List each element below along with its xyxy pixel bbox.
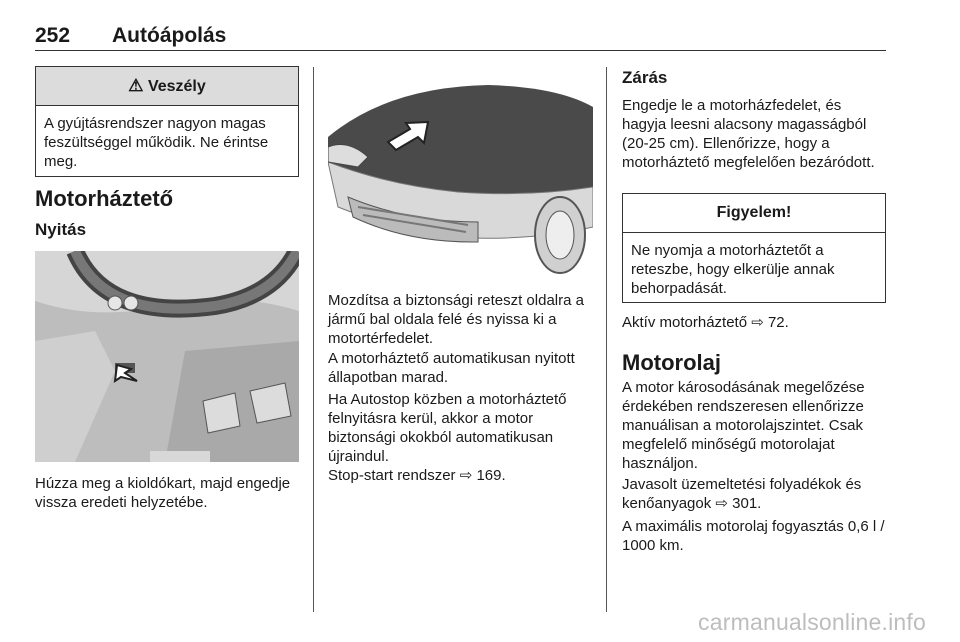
attention-text: Ne nyomja a motorháztetőt a reteszbe, hogy elkerülje annak behorpadását. [631,242,835,297]
attention-box [622,193,886,303]
page-title: Autóápolás [112,24,227,47]
hood-heading: Motorháztető [35,186,174,211]
watermark: carmanualsonline.info [698,609,926,635]
oil-para1: A motor károsodásának megelőzése érdekében rendszeresen ellenőrizze manuálisan a motorolajszintet. Csak megfelelő minőségű motorolajat használjon. [622,379,865,472]
header-rule [35,50,886,51]
oil-para3: A maximális motorolaj fogyasztás 0,6 l / 1000 km. [622,518,885,554]
hood-latch-illustration [328,67,593,277]
oil-heading: Motorolaj [622,350,721,375]
attention-title: Figyelem! [623,194,885,233]
stopstart-reference: Stop-start rendszer ⇨ 169. [328,467,506,484]
hood-latch-drawing [328,67,593,277]
danger-box [35,66,299,177]
step1-text: Húzza meg a kioldókart, majd engedje vissza eredeti helyzetébe. [35,475,291,511]
column-divider-2 [606,67,607,612]
step2-text: Mozdítsa a biztonsági reteszt oldalra a jármű bal oldala felé és nyissa ki a motortérfedelet. [328,292,584,347]
danger-text: A gyújtásrendszer nagyon magas feszültséggel működik. Ne érintse meg. [44,115,269,170]
closing-text: Engedje le a motorházfedelet, és hagyja leesni alacsony magasságból (20-25 cm). Ellenőrizze, hogy a motorháztető megfelelően bezáródott. [622,97,875,171]
oil-para2: Javasolt üzemeltetési folyadékok és kenőanyagok ⇨ 301. [622,476,862,512]
active-hood-reference: Aktív motorháztető ⇨ 72. [622,314,789,331]
danger-title: Veszély [147,78,206,95]
column-divider-1 [313,67,314,612]
release-lever-illustration [35,251,299,462]
opening-heading: Nyitás [35,220,87,239]
closing-heading: Zárás [622,68,668,87]
danger-box-header [36,67,298,106]
autostop-text: Ha Autostop közben a motorháztető felnyitásra kerül, akkor a motor biztonsági okokból automatikusan újraindul. [328,391,567,465]
page-number: 252 [35,24,71,47]
hood-open-text: A motorháztető automatikusan nyitott állapotban marad. [328,350,575,386]
warning-triangle-icon: ⚠ [128,76,144,95]
release-lever-drawing [35,251,299,462]
